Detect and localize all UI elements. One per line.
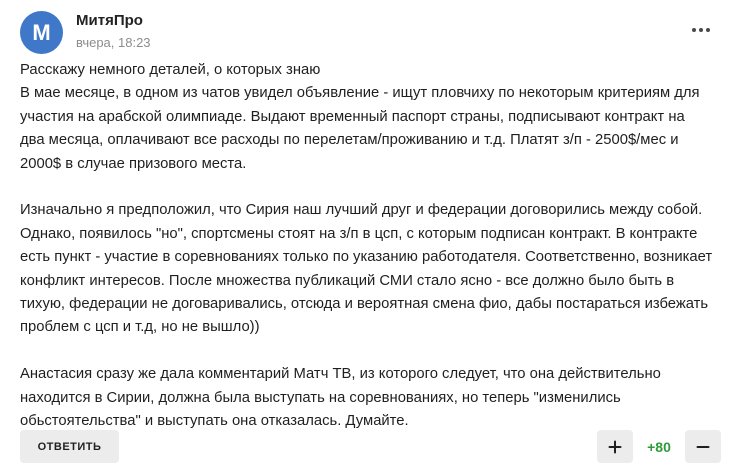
- comment-line: конфликт интересов. После множества публикаций СМИ стало ясно - все должно было быть в: [20, 272, 675, 289]
- plus-icon: [608, 440, 622, 454]
- comment-timestamp: вчера, 18:23: [76, 35, 151, 50]
- more-dots-icon: [691, 27, 711, 33]
- comment-line: есть пункт - участие в соревнованиях только по указанию работодателя. Соответственно, возникает: [20, 249, 713, 266]
- comment-line: Однако, появилось "но", спортсмены стоят на з/п в цсп, с которым подписан контракт. В контракте: [20, 225, 698, 242]
- paragraph-gap: [20, 340, 720, 363]
- comment-body: [20, 59, 720, 433]
- comment-line: проблем с цсп и т.д, но не вышло)): [20, 319, 260, 336]
- comment-line: 2000$ в случае призового места.: [20, 155, 247, 172]
- avatar[interactable]: [20, 11, 63, 54]
- comment-line: тихую, федерации не договаривались, отсюда и вероятная смена фио, дабы постараться избежать: [20, 296, 709, 313]
- vote-down-button[interactable]: [685, 430, 721, 463]
- comment-line: обьстоятельства" и выступать она отказалась. Думайте.: [20, 413, 409, 430]
- reply-button[interactable]: [20, 430, 119, 463]
- avatar-initial: M: [32, 19, 51, 45]
- paragraph-gap: [20, 176, 720, 199]
- more-options-button[interactable]: [686, 20, 716, 40]
- vote-up-button[interactable]: [597, 430, 633, 463]
- minus-icon: [696, 440, 710, 454]
- comment-line: участия на арабской олимпиаде. Выдают временный паспорт страны, подписывают контракт на: [20, 108, 685, 125]
- reply-button-label: ОТВЕТИТЬ: [37, 440, 102, 453]
- comment-line: Изначально я предположил, что Сирия наш лучший друг и федерации договорились между собой.: [20, 202, 703, 219]
- comment-line: В мае месяце, в одном из чатов увидел объявление - ищут пловчиху по некоторым критериям для: [20, 85, 700, 102]
- comment-line: Анастасия сразу же дала комментарий Матч ТВ, из которого следует, что она действительно: [20, 366, 661, 383]
- vote-score: +80: [647, 438, 671, 455]
- username[interactable]: МитяПро: [76, 12, 143, 29]
- comment-line: находится в Сирии, должна была выступать на соревнованиях, но теперь "изменились: [20, 389, 621, 406]
- comment-line: два месяца, оплачивают все расходы по перелетам/проживанию и т.д. Платят з/п - 2500$/мес и: [20, 132, 679, 149]
- comment-line: Расскажу немного деталей, о которых знаю: [20, 62, 321, 78]
